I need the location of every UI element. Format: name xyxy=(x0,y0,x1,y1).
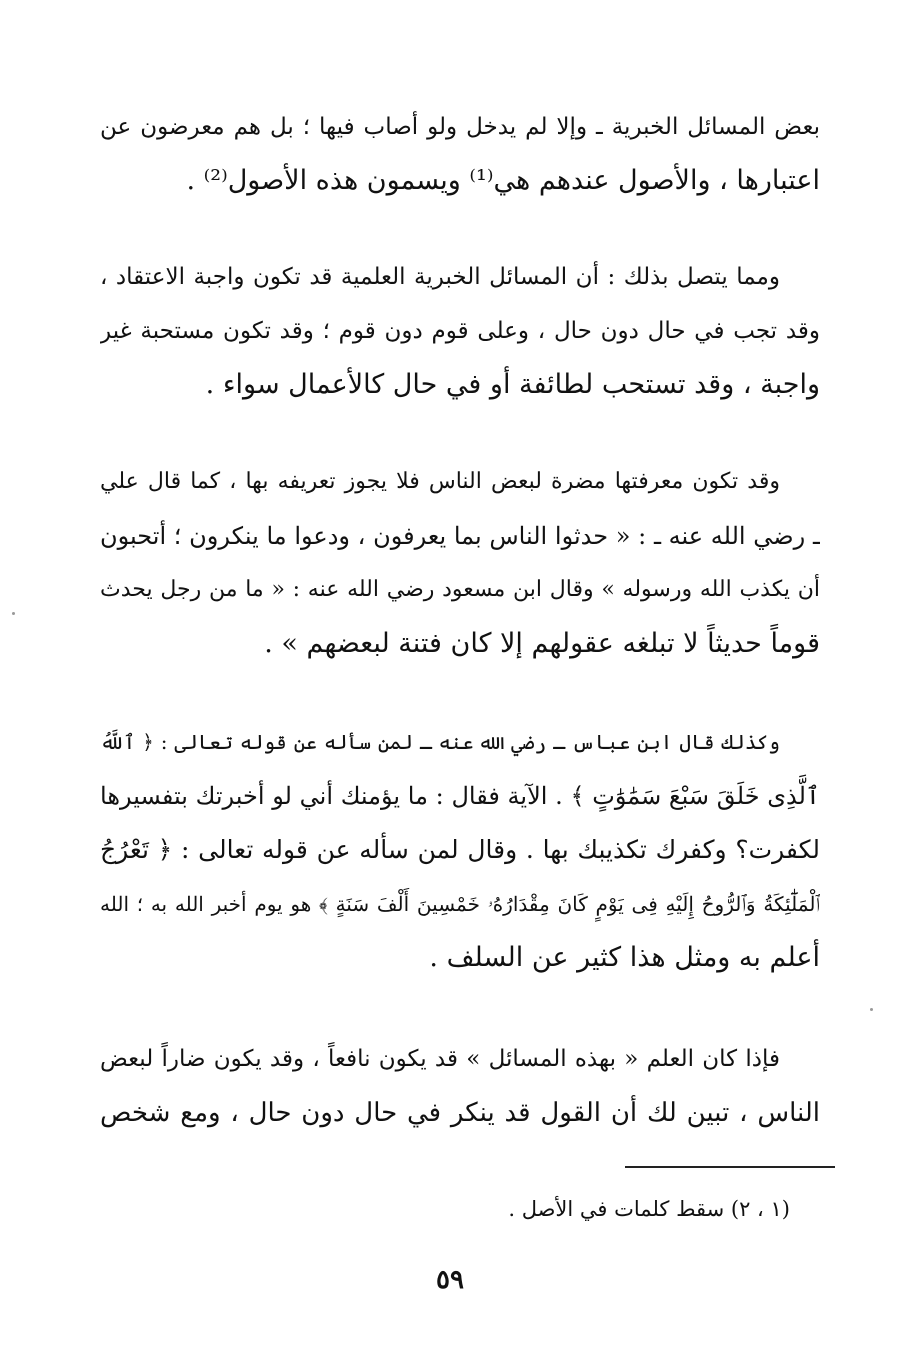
text-line: أن يكذب الله ورسوله » وقال ابن مسعود رضي الله عنه : « ما من رجل يحدث xyxy=(100,577,820,602)
paragraph-3 xyxy=(100,455,820,671)
text-line: بعض المسائل الخبرية ـ وإلا لم يدخل ولو أصاب فيها ؛ بل هم معرضون عن xyxy=(100,114,820,140)
text-line: أعلم به ومثل هذا كثير عن السلف . xyxy=(429,942,820,973)
text-line: وقد تكون معرفتها مضرة لبعض الناس فلا يجوز تعريفه بها ، كما قال علي xyxy=(100,469,780,494)
paragraph-5 xyxy=(100,1032,820,1140)
footnote: (١ ، ٢) سقط كلمات في الأصل . xyxy=(508,1197,790,1221)
scan-speck xyxy=(870,1008,873,1011)
text-line: ٱلْمَلَٰٓئِكَةُ وَٱلرُّوحُ إِلَيْهِ فِى يَوْمٍ كَانَ مِقْدَارُهُۥ خَمْسِينَ أَلْفَ سَنَةٍ ﴾ هو يوم أخبر الله به ؛ الله xyxy=(100,892,820,916)
paragraph-1 xyxy=(100,100,820,208)
text-line: ومما يتصل بذلك : أن المسائل الخبرية العلمية قد تكون واجبة الاعتقاد ، xyxy=(100,264,780,290)
paragraph-4 xyxy=(100,715,820,985)
footnote-divider xyxy=(625,1166,835,1168)
text-line: ٱلَّذِى خَلَقَ سَبْعَ سَمَٰوَٰتٍ ﴾ . الآية فقال : ما يؤمنك أني لو أخبرتك بتفسيرها xyxy=(100,782,820,810)
text-line: واجبة ، وقد تستحب لطائفة أو في حال كالأعمال سواء . xyxy=(205,369,820,400)
text-line: وقد تجب في حال دون حال ، وعلى قوم دون قوم ؛ وقد تكون مستحبة غير xyxy=(100,318,820,344)
text-line: اعتبارها ، والأصول عندهم هي⁽¹⁾ ويسمون هذه الأصول⁽²⁾ . xyxy=(186,165,820,196)
text-line: ـ رضي الله عنه ـ : « حدثوا الناس بما يعرفون ، ودعوا ما ينكرون ؛ أتحبون xyxy=(100,522,820,550)
scan-speck xyxy=(12,612,15,615)
text-line: لكفرت؟ وكفرك تكذيبك بها . وقال لمن سأله عن قوله تعالى : ﴿ تَعْرُجُ xyxy=(100,835,820,864)
text-line: فإذا كان العلم « بهذه المسائل » قد يكون نافعاً ، وقد يكون ضاراً لبعض xyxy=(100,1046,780,1072)
text-line: وكذلك قال ابن عباس ـ رضي الله عنه ـ لمن سأله عن قوله تعالى : ﴿ ٱللَّهُ xyxy=(100,730,780,754)
text-line: الناس ، تبين لك أن القول قد ينكر في حال دون حال ، ومع شخص xyxy=(100,1098,820,1128)
paragraph-2 xyxy=(100,250,820,412)
page-number: ٥٩ xyxy=(436,1265,464,1295)
text-line: قوماً حديثاً لا تبلغه عقولهم إلا كان فتنة لبعضهم » . xyxy=(264,628,820,659)
